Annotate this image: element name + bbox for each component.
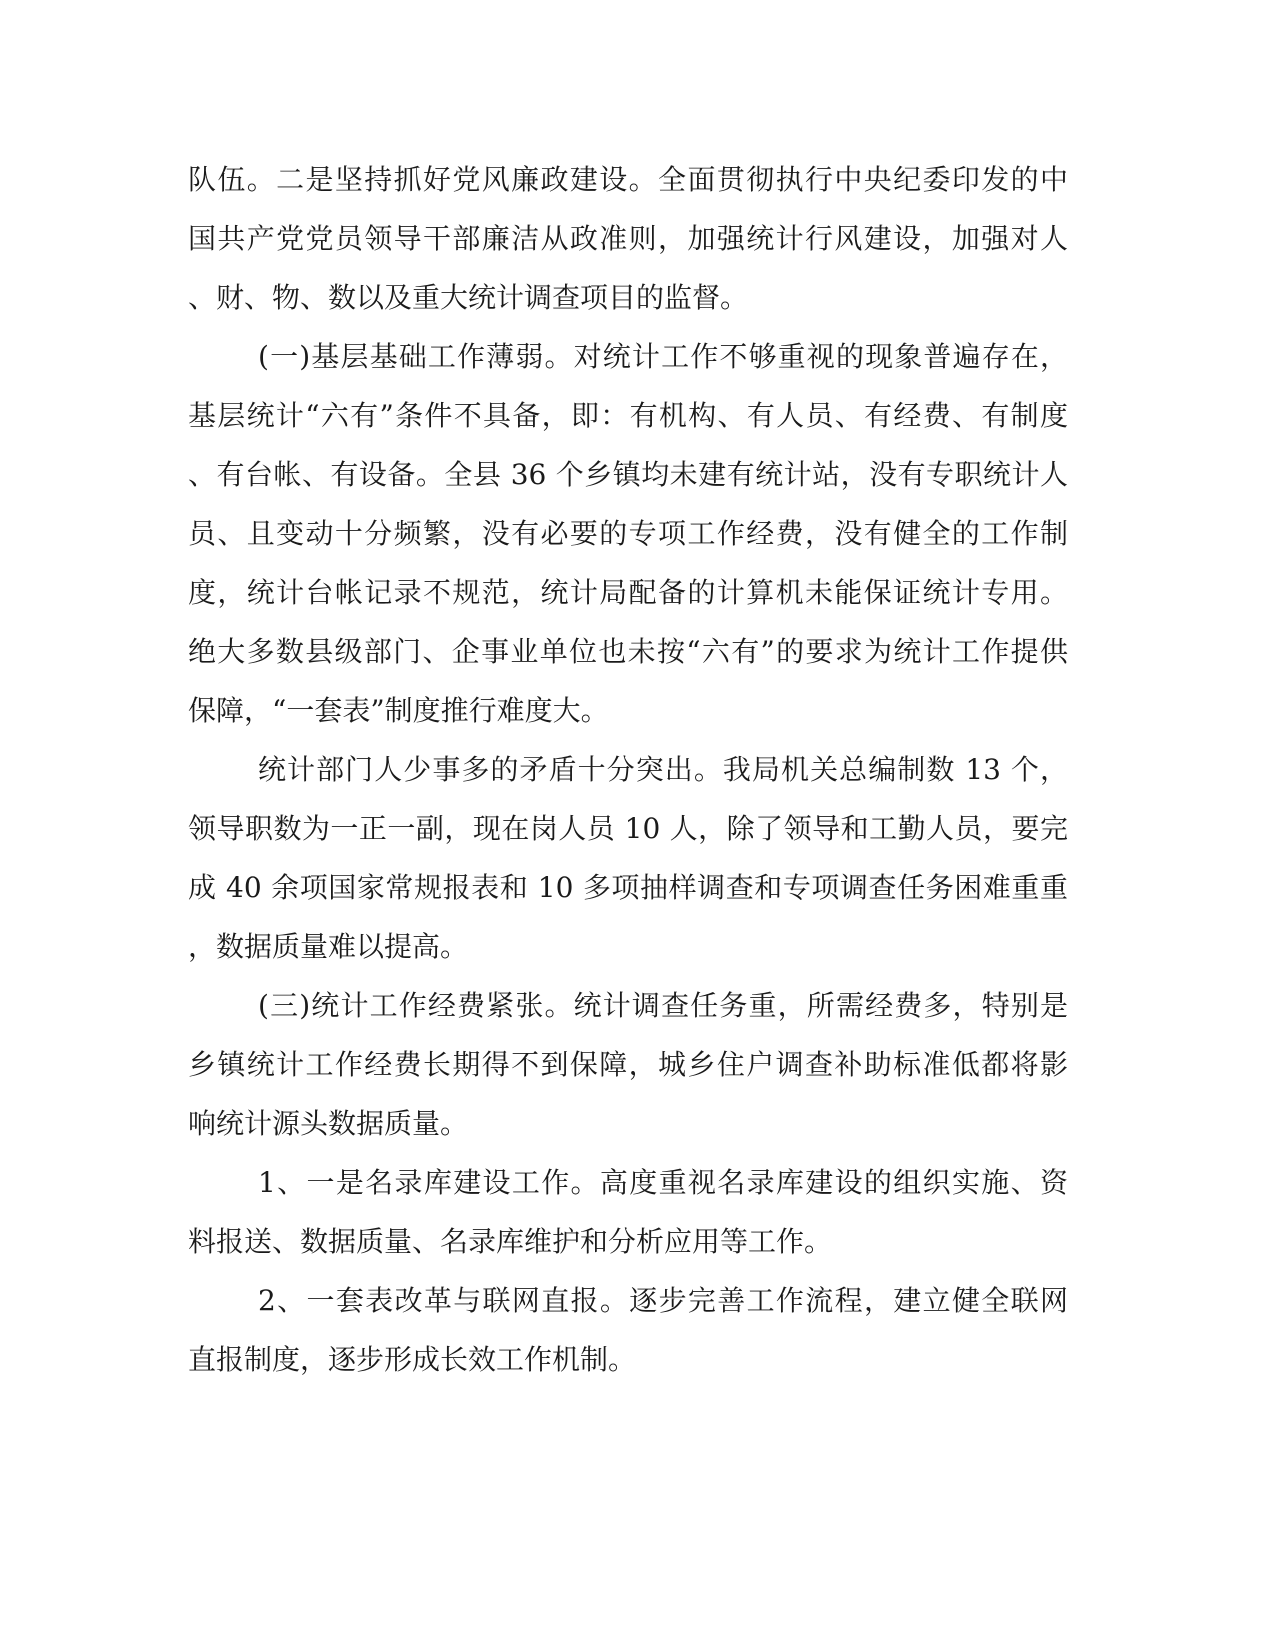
text-line: 基层统计“六有”条件不具备，即：有机构、有人员、有经费、有制度: [188, 399, 1068, 432]
text-line: 度，统计台帐记录不规范，统计局配备的计算机未能保证统计专用。: [188, 576, 1068, 609]
text-line: ，数据质量难以提高。: [188, 930, 469, 963]
text-line: 乡镇统计工作经费长期得不到保障，城乡住户调查补助标准低都将影: [188, 1048, 1068, 1081]
paragraph-first-line: 统计部门人少事多的矛盾十分突出。我局机关总编制数 13 个，: [258, 753, 1068, 786]
paragraph-first-line: (一)基层基础工作薄弱。对统计工作不够重视的现象普遍存在，: [258, 340, 1068, 373]
paragraph-first-line: (三)统计工作经费紧张。统计调查任务重，所需经费多，特别是: [258, 989, 1068, 1022]
text-line: 、财、物、数以及重大统计调查项目的监督。: [188, 281, 749, 314]
text-line: 成 40 余项国家常规报表和 10 多项抽样调查和专项调查任务困难重重: [188, 871, 1068, 904]
text-line: 、有台帐、有设备。全县 36 个乡镇均未建有统计站，没有专职统计人: [188, 458, 1068, 491]
paragraph-first-line: 2、一套表改革与联网直报。逐步完善工作流程，建立健全联网: [258, 1284, 1068, 1317]
text-line: 直报制度，逐步形成长效工作机制。: [188, 1343, 637, 1376]
text-line: 保障，“一套表”制度推行难度大。: [188, 694, 609, 727]
paragraph-first-line: 1、一是名录库建设工作。高度重视名录库建设的组织实施、资: [258, 1166, 1068, 1199]
text-line: 响统计源头数据质量。: [188, 1107, 469, 1140]
text-line: 队伍。二是坚持抓好党风廉政建设。全面贯彻执行中央纪委印发的中: [188, 163, 1068, 196]
text-line: 料报送、数据质量、名录库维护和分析应用等工作。: [188, 1225, 833, 1258]
text-line: 员、且变动十分频繁，没有必要的专项工作经费，没有健全的工作制: [188, 517, 1068, 550]
text-line: 绝大多数县级部门、企事业单位也未按“六有”的要求为统计工作提供: [188, 635, 1068, 668]
text-line: 国共产党党员领导干部廉洁从政准则，加强统计行风建设，加强对人: [188, 222, 1068, 255]
text-line: 领导职数为一正一副，现在岗人员 10 人，除了领导和工勤人员，要完: [188, 812, 1068, 845]
